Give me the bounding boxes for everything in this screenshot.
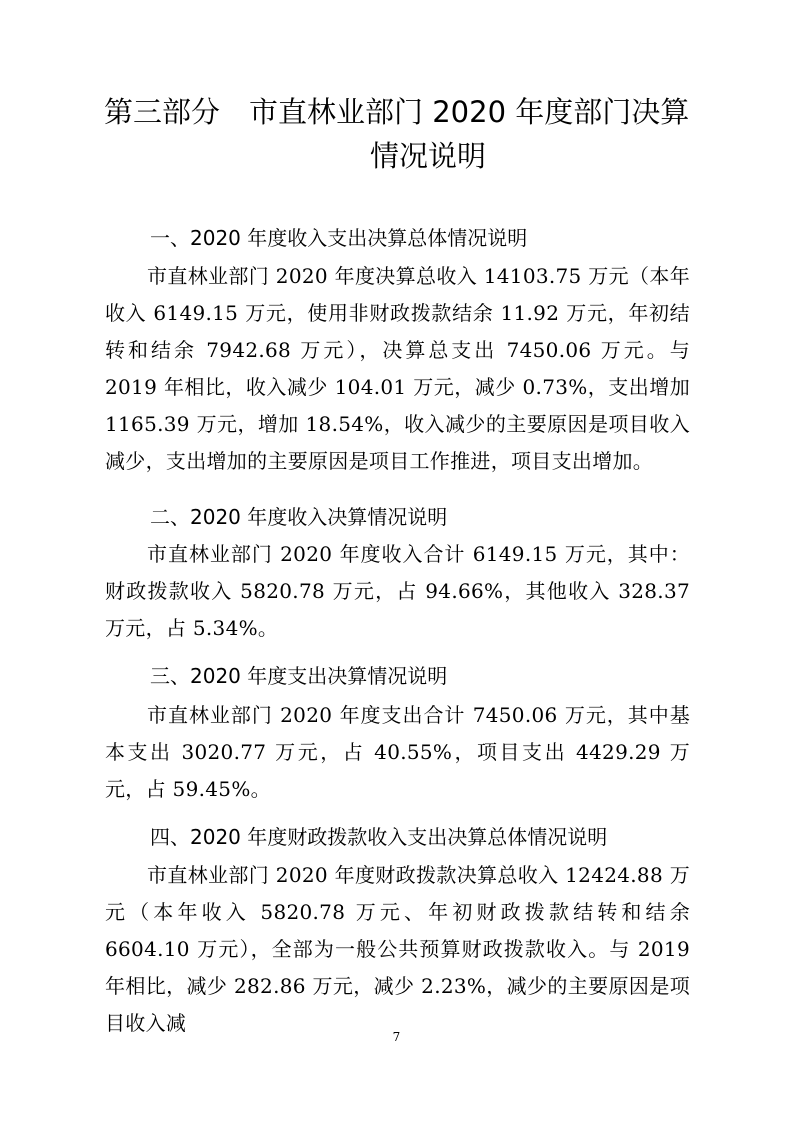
- document-title-line-2: 情况说明: [370, 139, 487, 173]
- page-number: 7: [392, 1030, 401, 1044]
- section-1-body: 市直林业部门 2020 年度决算总收入 14103.75 万元（本年收入 6149.15 万元，使用非财政拨款结余 11.92 万元，年初结转和结余 7942.68 万元），决算总支出 7450.06 万元。与 2019 年相比，收入减少 104.01 万元，减少 0.73%，支出增加 1165.39 万元，增加 18.54%，收入减少的主要原因是项目收入减少，支出增加的主要原因是项目工作推进，项目支出增加。: [105, 264, 690, 473]
- section-3-body: 市直林业部门 2020 年度支出合计 7450.06 万元，其中基本支出 3020.77 万元，占 40.55%，项目支出 4429.29 万元，占 59.45%。: [105, 703, 690, 801]
- section-2-heading: 二、2020 年度收入决算情况说明: [150, 505, 448, 529]
- section-4-body: 市直林业部门 2020 年度财政拨款决算总收入 12424.88 万元（本年收入 5820.78 万元、年初财政拨款结转和结余 6604.10 万元），全部为一般公共预算财政拨款收入。与 2019 年相比，减少 282.86 万元，减少 2.23%，减少的主要原因是项目收入减: [105, 863, 690, 1035]
- section-2-body: 市直林业部门 2020 年度收入合计 6149.15 万元，其中：财政拨款收入 5820.78 万元，占 94.66%，其他收入 328.37 万元，占 5.34%。: [105, 542, 690, 640]
- section-3-heading: 三、2020 年度支出决算情况说明: [150, 664, 448, 688]
- section-4-heading: 四、2020 年度财政拨款收入支出决算总体情况说明: [150, 825, 608, 849]
- section-1-heading: 一、2020 年度收入支出决算总体情况说明: [150, 226, 528, 250]
- document-title-line-1: 第三部分 市直林业部门 2020 年度部门决算: [104, 95, 690, 129]
